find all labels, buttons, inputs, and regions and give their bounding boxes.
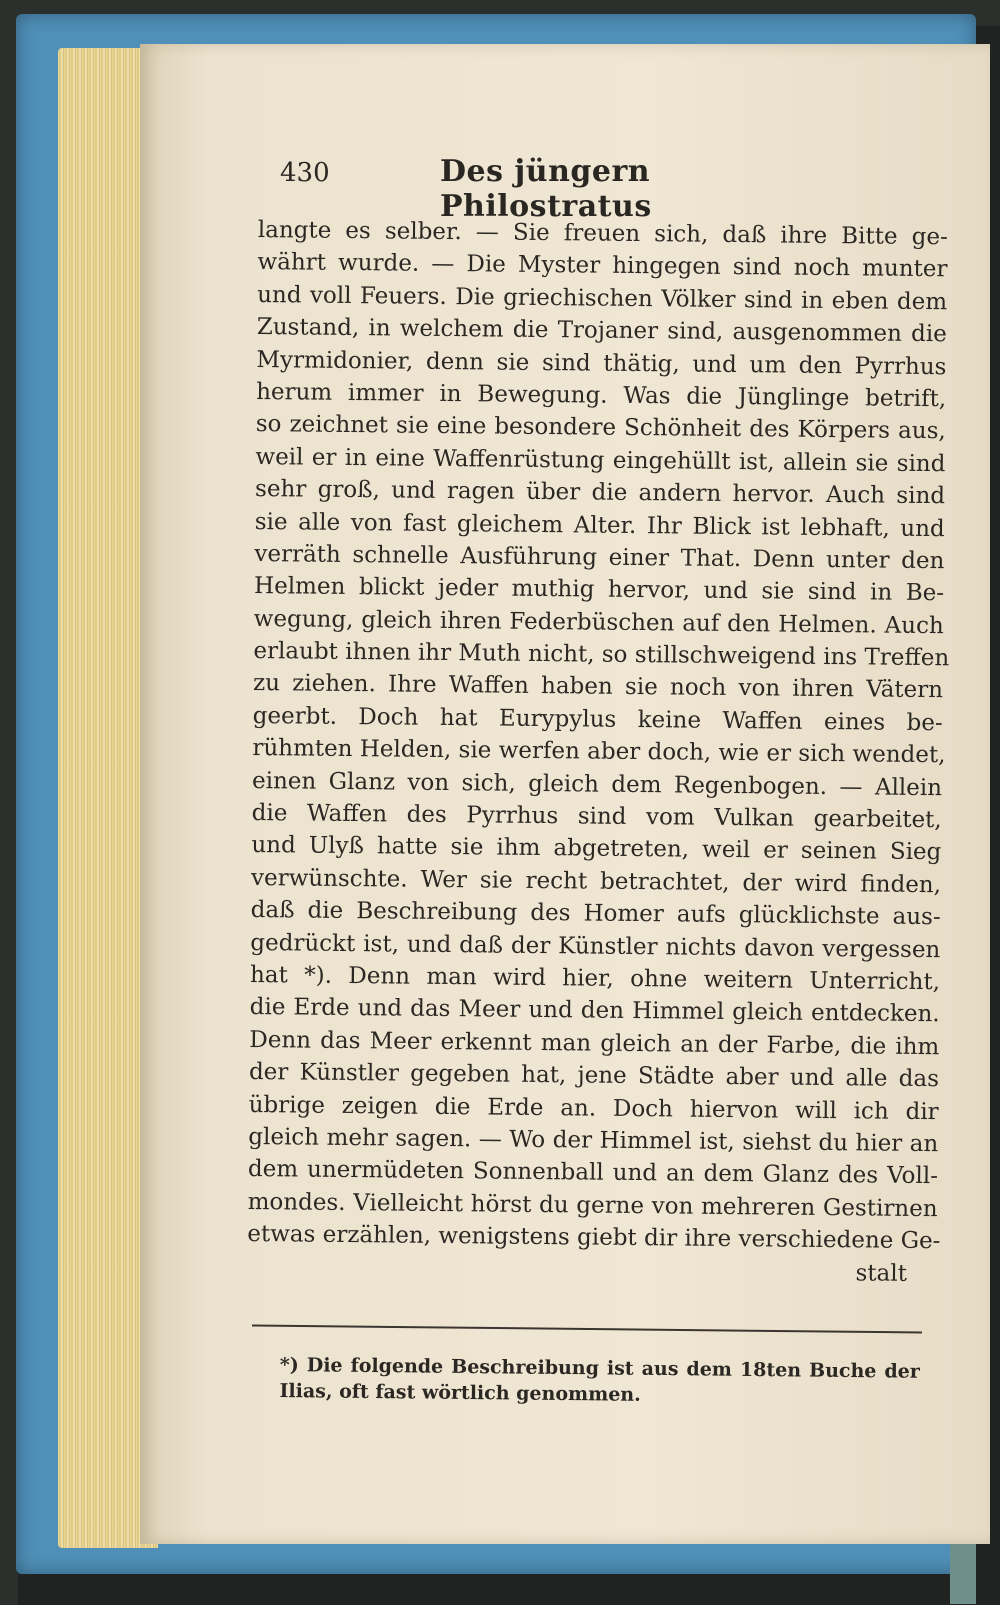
text-line: geerbt. Doch hat Eurypylus keine Waffen eines be- [252,702,943,737]
text-line: Helmen blickt jeder muthig hervor, und sie sind in Be- [253,573,945,607]
text-line: Zustand, in welchem die Trojaner sind, ausgenommen die [256,314,947,348]
text-line: herum immer in Bewegung. Was die Jünglinge betrift, [256,378,947,413]
text-line: rühmten Helden, sie werfen aber doch, wie er sich wendet, [252,735,946,769]
page-number: 430 [280,158,330,188]
text-line: Denn das Meer erkennt man gleich an der Farbe, die ihm [249,1026,940,1060]
text-line: so zeichnet sie eine besondere Schönheit des Körpers aus, [255,411,946,445]
text-line: verräth schnelle Ausführung einer That. Denn unter den [254,540,945,575]
text-line: zu ziehen. Ihre Waffen haben sie noch von ihren Vätern [252,670,944,704]
text-line: die Erde und das Meer und den Himmel gleich entdecken. [249,994,940,1028]
footnote-line: Ilias, oft fast wörtlich genommen. [279,1379,641,1406]
text-line: währt wurde. — Die Myster hingegen sind noch munter [257,249,948,283]
text-line: wegung, gleich ihren Federbüschen auf den Helmen. Auch [253,605,944,639]
page-header [280,152,800,224]
text-line: etwas erzählen, wenigstens giebt dir ihre verschiedene Ge- [247,1221,941,1255]
text-line: gleich mehr sagen. — Wo der Himmel ist, siehst du hier an [248,1123,939,1158]
text-line: daß die Beschreibung des Homer aufs glücklichste aus- [250,897,941,931]
text-line: hat *). Denn man wird hier, ohne weitern Unterricht, [249,961,941,996]
text-line: langte es selber. — Sie freuen sich, daß ihre Bitte ge- [257,216,948,251]
text-line: mondes. Vielleicht hörst du gerne von mehreren Gestirnen [247,1188,938,1222]
running-head: Des jüngern Philostratus [440,154,652,224]
text-line: sie alle von fast gleichem Alter. Ihr Blick ist lebhaft, und [254,508,945,542]
text-line: der Künstler gegeben hat, jene Städte aber und alle das [248,1059,940,1093]
text-line: übrige zeigen die Erde an. Doch hiervon will ich dir [248,1091,939,1125]
text-line: verwünschte. Wer sie recht betrachtet, der wird finden, [250,864,942,899]
text-line: weil er in eine Waffenrüstung eingehüllt ist, allein sie sind [255,443,946,477]
text-line: erlaubt ihnen ihr Muth nicht, so stillschweigend ins Treffen [253,638,950,672]
catchword: stalt [855,1259,908,1287]
text-line: und voll Feuers. Die griechischen Völker sind in eben dem [257,281,948,316]
text-line: dem unermüdeten Sonnenball und an dem Glanz des Voll- [247,1156,939,1190]
footnote [279,1352,920,1411]
text-line: Myrmidonier, denn sie sind thätig, und um den Pyrrhus [256,346,947,380]
body-text [247,214,948,1290]
footnote-line: *) Die folgende Beschreibung ist aus dem 18ten Buche der [279,1353,920,1383]
text-line: und Ulyß hatte sie ihm abgetreten, weil er seinen Sieg [251,832,942,866]
text-line: gedrückt ist, und daß der Künstler nichts davon vergessen [250,929,941,963]
text-line: einen Glanz von sich, gleich dem Regenbogen. — Allein [251,767,943,801]
text-line: die Waffen des Pyrrhus sind vom Vulkan gearbeitet, [251,799,942,834]
text-line: sehr groß, und ragen über die andern hervor. Auch sind [254,476,946,510]
